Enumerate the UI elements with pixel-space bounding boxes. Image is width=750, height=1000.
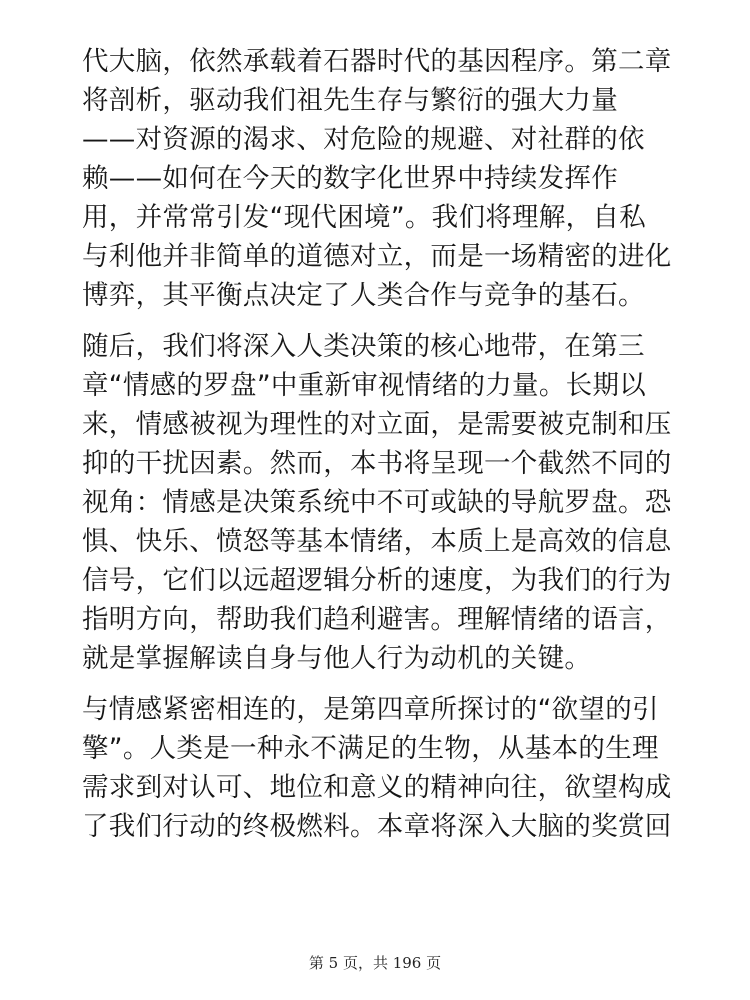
text-line: 来，情感被视为理性的对立面，是需要被克制和压 (82, 409, 672, 440)
text-line: 章“情感的罗盘”中重新审视情绪的力量。长期以 (82, 370, 647, 401)
text-line: 指明方向，帮助我们趋利避害。理解情绪的语言， (82, 604, 672, 635)
text-line: 抑的干扰因素。然而，本书将呈现一个截然不同的 (82, 448, 672, 479)
paragraph-3 (82, 690, 672, 846)
text-line: 用，并常常引发“现代困境”。我们将理解，自私 (82, 202, 647, 233)
text-line: 惧、快乐、愤怒等基本情绪，本质上是高效的信息 (82, 526, 672, 557)
text-line: 赖——如何在今天的数字化世界中持续发挥作 (82, 163, 618, 194)
text-line: 信号，它们以远超逻辑分析的速度，为我们的行为 (82, 565, 672, 596)
text-line: 代大脑，依然承载着石器时代的基因程序。第二章 (82, 46, 672, 77)
text-line: 需求到对认可、地位和意义的精神向往，欲望构成 (82, 772, 672, 803)
body-text (82, 42, 672, 858)
text-line: 随后，我们将深入人类决策的核心地带，在第三 (82, 331, 645, 362)
text-line: 擎”。人类是一种永不满足的生物，从基本的生理 (82, 733, 659, 764)
paragraph-2 (82, 327, 672, 678)
page-number-footer: 第 5 页，共 196 页 (308, 954, 442, 972)
text-line: 就是掌握解读自身与他人行为动机的关键。 (82, 643, 592, 674)
text-line: 与利他并非简单的道德对立，而是一场精密的进化 (82, 241, 672, 272)
text-line: 博弈，其平衡点决定了人类合作与竞争的基石。 (82, 280, 645, 311)
text-line: 了我们行动的终极燃料。本章将深入大脑的奖赏回 (82, 811, 672, 842)
text-line: 与情感紧密相连的，是第四章所探讨的“欲望的引 (82, 694, 659, 725)
text-line: 视角：情感是决策系统中不可或缺的导航罗盘。恐 (82, 487, 672, 518)
paragraph-1 (82, 42, 672, 315)
text-line: ——对资源的渴求、对危险的规避、对社群的依 (82, 124, 645, 155)
text-line: 将剖析，驱动我们祖先生存与繁衍的强大力量 (82, 85, 618, 116)
